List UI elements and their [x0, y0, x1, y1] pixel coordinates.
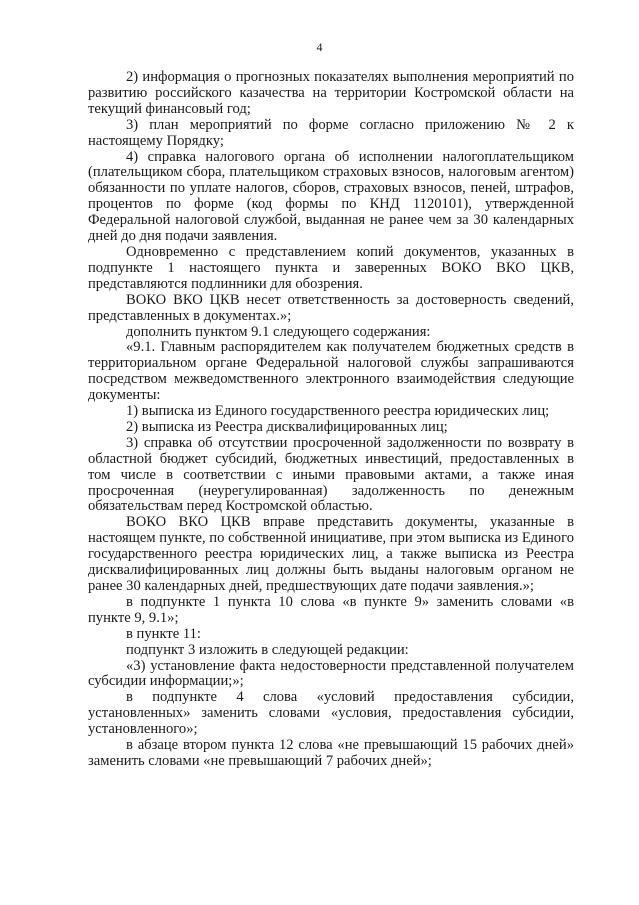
- paragraph: в подпункте 4 слова «условий предоставления субсидии, установленных» заменить словами «условия, предоставления субсидии, установленного»;: [88, 689, 574, 738]
- paragraph: 4) справка налогового органа об исполнении налогоплательщиком (плательщиком сбора, плательщиком страховых взносов, налоговым агентом) обязанности по уплате налогов, сборов, страховых взносов, пеней, штрафов, процентов по форме (код формы по КНД 1120101), утвержденной Федеральной налоговой службой, выданная не ранее чем за 30 календарных дней до дня подачи заявления.: [88, 148, 574, 245]
- paragraph: 3) план мероприятий по форме согласно приложению № 2 к настоящему Порядку;: [88, 116, 574, 149]
- paragraph: ВОКО ВКО ЦКВ несет ответственность за достоверность сведений, представленных в документах.»;: [88, 291, 574, 324]
- paragraph: дополнить пунктом 9.1 следующего содержания:: [126, 323, 431, 340]
- paragraph: ВОКО ВКО ЦКВ вправе представить документы, указанные в настоящем пункте, по собственной инициативе, при этом выписка из Единого государственного реестра юридических лиц, а также выписка из Реестра дисквалифицированных лиц должны быть выданы налоговым органом не ранее 30 календарных дней, предшествующих дате подачи заявления.»;: [88, 514, 574, 594]
- paragraph: 2) выписка из Реестра дисквалифицированных лиц;: [126, 418, 448, 435]
- paragraph: «9.1. Главным распорядителем как получателем бюджетных средств в территориальном органе Федеральной налоговой службы запрашиваются посредством межведомственного электронного взаимодействия следующие документы:: [88, 339, 574, 404]
- paragraph: в подпункте 1 пункта 10 слова «в пункте 9» заменить словами «в пункте 9, 9.1»;: [88, 593, 574, 626]
- paragraph: в абзаце втором пункта 12 слова «не превышающий 15 рабочих дней» заменить словами «не превышающий 7 рабочих дней»;: [88, 737, 574, 769]
- paragraph: 3) справка об отсутствии просроченной задолженности по возврату в областной бюджет субсидий, бюджетных инвестиций, предоставленных в том числе в соответствии с иными правовыми актами, а также иная просроченная (неурегулированная) задолженность по денежным обязательствам перед Костромской областью.: [88, 434, 574, 515]
- paragraph: 1) выписка из Единого государственного реестра юридических лиц;: [126, 403, 550, 420]
- document-body: [88, 70, 574, 770]
- page-number: 4: [316, 40, 323, 54]
- paragraph: 2) информация о прогнозных показателях выполнения мероприятий по развитию российского казачества на территории Костромской области на текущий финансовый год;: [88, 69, 574, 117]
- paragraph: Одновременно с представлением копий документов, указанных в подпункте 1 настоящего пункта и заверенных ВОКО ВКО ЦКВ, представляются подлинники для обозрения.: [88, 243, 574, 292]
- paragraph: «3) установление факта недостоверности представленной получателем субсидии информации;»;: [88, 657, 574, 690]
- paragraph: подпункт 3 изложить в следующей редакции:: [126, 641, 409, 658]
- paragraph: в пункте 11:: [126, 625, 201, 642]
